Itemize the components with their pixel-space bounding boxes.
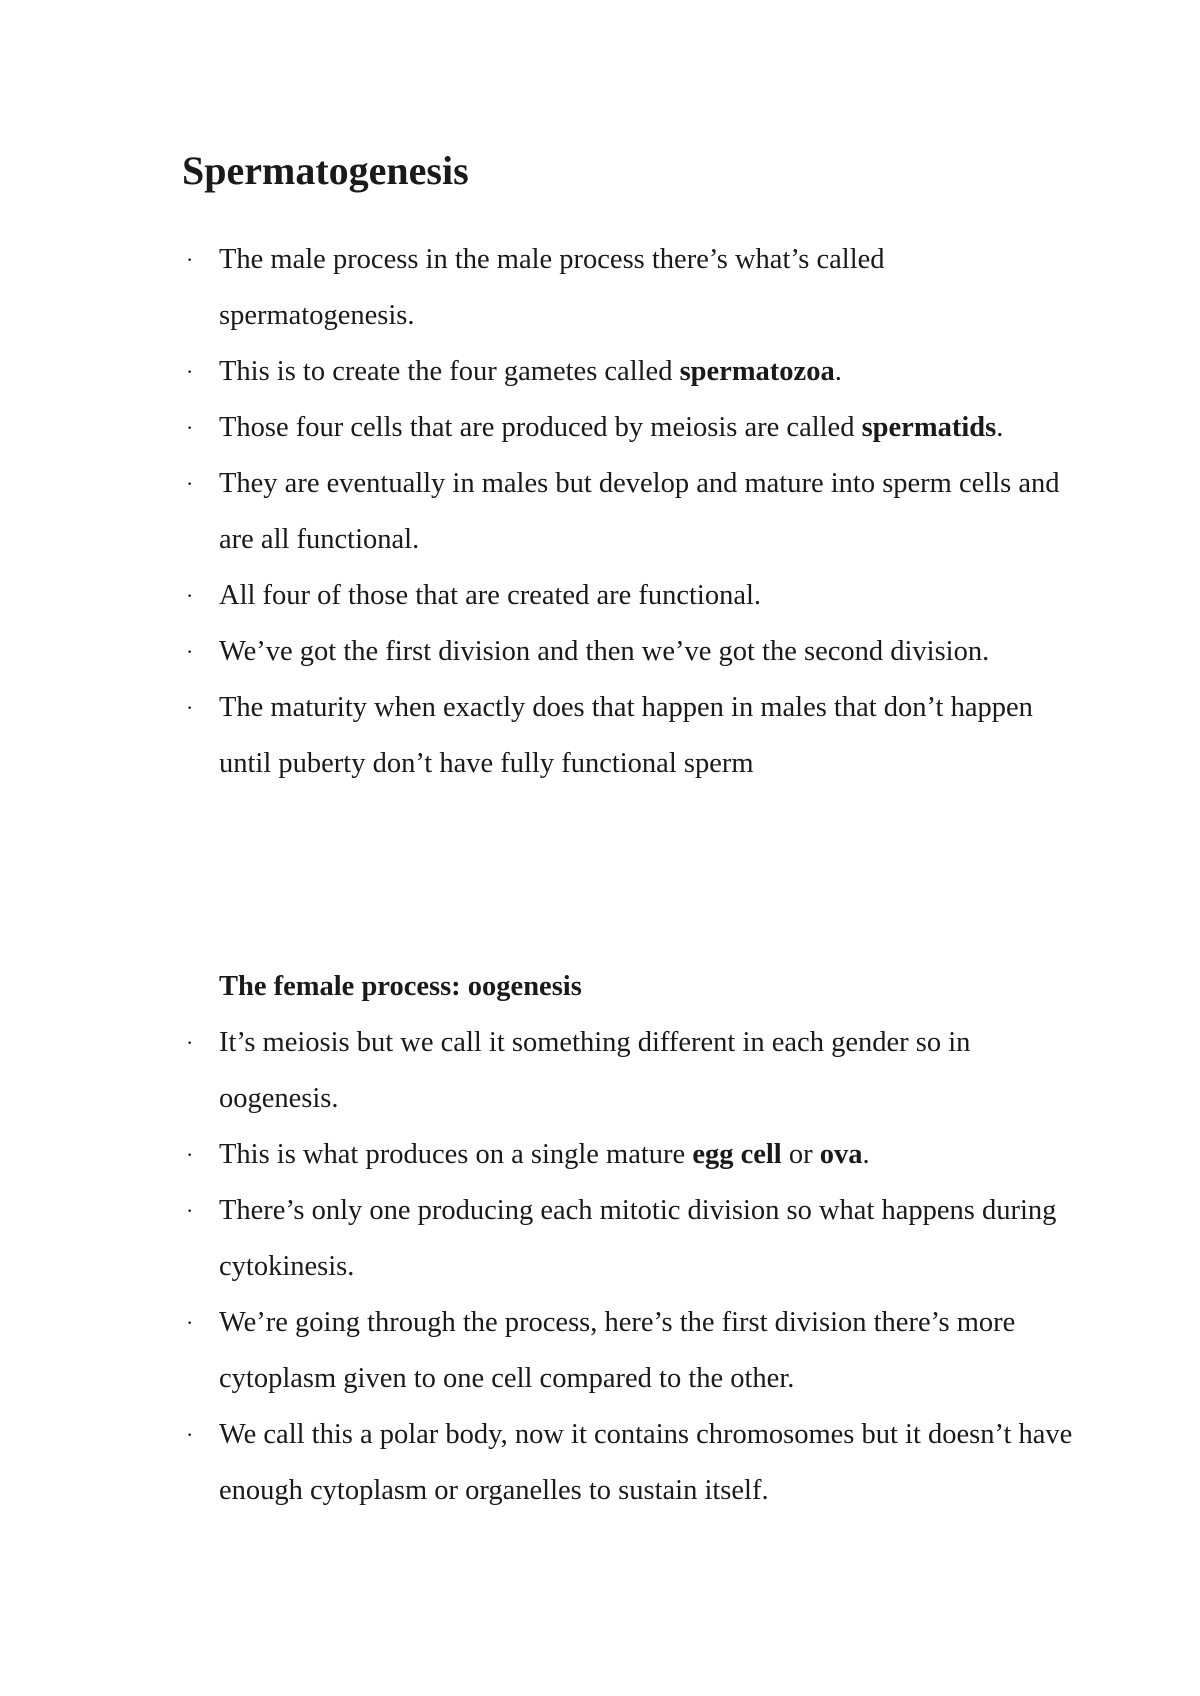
- list-item-text: The male process in the male process there’s what’s called spermatogenesis.: [219, 244, 885, 331]
- bullet-icon: ·: [186, 1198, 194, 1223]
- list-item-text: We’ve got the first division and then we’ve got the second division.: [219, 636, 990, 667]
- list-item: [0, 400, 1200, 456]
- page-title: Spermatogenesis: [182, 148, 469, 193]
- list-item-text: They are eventually in males but develop and mature into sperm cells and are all functional.: [219, 468, 1060, 555]
- list-item-text: .: [996, 412, 1004, 443]
- list-item: [0, 1183, 1200, 1295]
- list-item-text: .: [862, 1139, 870, 1170]
- bullet-icon: ·: [186, 415, 194, 440]
- bullet-icon: ·: [186, 359, 194, 384]
- bullet-icon: ·: [186, 1142, 194, 1167]
- list-item-text: Those four cells that are produced by meiosis are called: [219, 412, 862, 443]
- bullet-icon: ·: [186, 639, 194, 664]
- bullet-icon: ·: [186, 583, 194, 608]
- bullet-icon: ·: [186, 1030, 194, 1055]
- list-item-text: There’s only one producing each mitotic division so what happens during cytokinesis.: [219, 1195, 1057, 1282]
- key-term: egg cell: [692, 1139, 782, 1170]
- list-item-text: The maturity when exactly does that happen in males that don’t happen until puberty don’t have fully functional sperm: [219, 692, 1033, 779]
- list-item-text: .: [834, 356, 842, 387]
- list-item: [0, 456, 1200, 568]
- list-item: [0, 1407, 1200, 1519]
- bullet-icon: ·: [186, 1310, 194, 1335]
- list-item: [0, 344, 1200, 400]
- list-item-text: This is what produces on a single mature: [219, 1139, 693, 1170]
- key-term: ova: [819, 1139, 863, 1170]
- key-term: spermatozoa: [679, 356, 835, 387]
- list-item: [0, 1015, 1200, 1127]
- list-item-text: It’s meiosis but we call it something different in each gender so in oogenesis.: [219, 1027, 971, 1114]
- list-item-text: or: [781, 1139, 820, 1170]
- list-item: [0, 1295, 1200, 1407]
- list-item-text: All four of those that are created are functional.: [219, 580, 762, 611]
- bullet-icon: ·: [186, 471, 194, 496]
- bullet-icon: ·: [186, 247, 194, 272]
- list-item-text: We’re going through the process, here’s the first division there’s more cytoplasm given to one cell compared to the other.: [219, 1307, 1016, 1394]
- bullet-icon: ·: [186, 1422, 194, 1447]
- list-item-text: We call this a polar body, now it contains chromosomes but it doesn’t have enough cytoplasm or organelles to sustain itself.: [219, 1419, 1073, 1506]
- list-item-text: This is to create the four gametes called: [219, 356, 680, 387]
- list-item: [0, 568, 1200, 624]
- bullet-icon: ·: [186, 695, 194, 720]
- list-item: [0, 680, 1200, 792]
- key-term: spermatids: [861, 412, 997, 443]
- list-item: [0, 624, 1200, 680]
- list-item: [0, 1127, 1200, 1183]
- list-item: [0, 232, 1200, 344]
- female-process-list: [0, 1015, 1200, 1519]
- male-process-list: [0, 232, 1200, 792]
- section-heading-female: The female process: oogenesis: [219, 971, 582, 1002]
